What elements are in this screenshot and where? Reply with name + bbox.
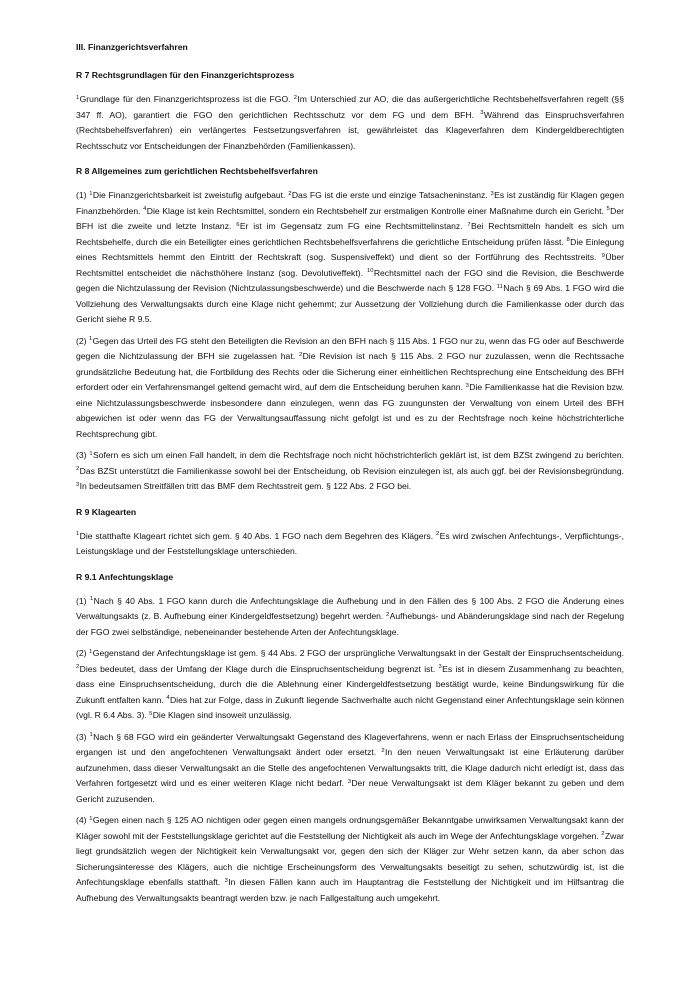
sentence-text: Nach § 69 Abs. 1 FGO wird die Vollziehung des Verwaltungsakts durch eine Klage nicht gehemmt; zur Aussetzung der Vollziehung durch die Familienkasse oder durch das Gericht siehe R 9.5.	[76, 283, 624, 324]
section-heading: R 9 Klagearten	[76, 506, 137, 517]
paragraph-number: (4)	[76, 815, 90, 825]
paragraph	[76, 594, 624, 641]
section-heading: R 7 Rechtsgrundlagen für den Finanzgerichtsprozess	[76, 70, 295, 80]
paragraph	[76, 730, 624, 808]
sentence-number: 2	[76, 664, 80, 670]
section-heading: R 8 Allgemeines zum gerichtlichen Rechtsbehelfsverfahren	[76, 166, 318, 176]
paragraph	[76, 92, 624, 154]
sentence-text: Bei Rechtsmitteln handelt es sich um Rechtsbehelfe, durch die ein Beteiligter eines gerichtlichen Rechtsbehelfsverfahrens die gerichtliche Entscheidung prüfen lässt.	[76, 221, 624, 247]
paragraph-number: (1)	[76, 595, 90, 606]
sentence-text: Die Revision ist nach § 115 Abs. 2 FGO nur zuzulassen, wenn die Rechtssache grundsätzliche Bedeutung hat, die Fortbildung des Rechts oder die Sicherung einer einheitlichen Rechtsprechung eine Entscheidung des BFH erfordert oder ein Verfahrensmangel geltend gemacht wird, auf dem die Entscheidung beruhen kann.	[76, 351, 624, 392]
sentence-text: Über Rechtsmittel entscheidet die nächsthöhere Instanz (sog. Devolutiveffekt).	[76, 252, 624, 278]
sentence-text: Rechtsmittel nach der FGO sind die Revision, die Beschwerde gegen die Nichtzulassung der Revision (Nichtzulassungsbeschwerde) und die Beschwerde nach § 128 FGO.	[76, 267, 625, 293]
sentence-text: Nach § 40 Abs. 1 FGO kann durch die Anfechtungsklage die Aufhebung und in den Fällen des § 100 Abs. 2 FGO die Änderung eines Verwaltungsakts (z. B. Aufhebung einer Kindergeldfestsetzung) begehrt werden.	[76, 595, 624, 621]
sections-container	[76, 68, 624, 906]
sentence-number: 2	[386, 611, 390, 618]
sentence-text: Gegen das Urteil des FG steht den Beteiligten die Revision an den BFH nach § 115 Abs. 1 FGO nur zu, wenn das FG oder auf Beschwerde gegen die Nichtzulassung der BFH sie zugelassen hat.	[76, 335, 624, 361]
sentence-number: 5	[606, 206, 610, 212]
sentence-text: In bedeutsamen Streitfällen tritt das BMF dem Rechtsstreit gem. § 122 Abs. 2 FGO bei.	[79, 481, 412, 491]
paragraph	[76, 334, 624, 443]
sentence	[76, 466, 624, 476]
sentence	[236, 221, 467, 231]
sentence-text: Gegen einen nach § 125 AO nichtigen oder gegen einen mangels ordnungsgemäßer Bekanntgabe unwirksamen Verwaltungsakt kann der Kläger sowohl mit der Feststellungsklage gerichtet auf die Feststellung der Nichtigkeit als auch im Wege der Anfechtungsklage vorgehen.	[76, 815, 624, 841]
paragraph	[76, 813, 624, 906]
sentence	[89, 190, 288, 200]
sentence-text: Das FG ist die erste und einzige Tatsacheninstanz.	[291, 190, 491, 200]
sentence	[89, 450, 624, 460]
sentence-text: Die Klagen sind insoweit unzulässig.	[152, 710, 292, 720]
sentence	[76, 664, 439, 674]
sentence-text: Der neue Verwaltungsakt ist dem Kläger bekannt zu geben und dem Gericht zuzusenden.	[76, 778, 624, 804]
sentence-text: Er ist im Gegensatz zum FG eine Rechtsmittelinstanz.	[239, 221, 468, 231]
sentence	[143, 206, 606, 216]
sentence-number: 1	[76, 531, 80, 537]
sentence-text: Das BZSt unterstützt die Familienkasse sowohl bei der Entscheidung, ob Revision einzulegen ist, als auch ggf. bei der Revisionsbegründung.	[79, 465, 624, 476]
paragraph	[76, 646, 624, 724]
document-page	[76, 40, 624, 912]
sentence-number: 1	[89, 596, 94, 602]
sentence-number: 10	[366, 268, 374, 274]
sentence-number: 7	[467, 221, 471, 228]
sentence-number: 1	[89, 732, 93, 738]
paragraph-number: (3)	[76, 731, 90, 742]
sentence	[89, 648, 624, 658]
paragraph-number: (1)	[76, 190, 90, 200]
sentence-number: 1	[89, 450, 93, 457]
sentence-number: 9	[601, 252, 605, 259]
sentence-number: 2	[298, 351, 303, 358]
sentence	[76, 481, 411, 491]
sentence-text: Aufhebungs- und Abänderungsklage sind nach der Regelung der FGO zwei selbständige, nebeneinander bestehende Arten der Anfechtungsklage.	[76, 611, 624, 637]
sentence-number: 1	[89, 648, 93, 655]
sentence-number: 1	[89, 815, 93, 822]
sentence-number: 1	[76, 94, 80, 101]
sentence-number: 11	[496, 283, 503, 290]
sentence	[76, 815, 624, 841]
sentence-text: Die Klage ist kein Rechtsmittel, sondern ein Rechtsbehelf zur erstmaligen Kontrolle einer Maßnahme durch ein Gericht.	[146, 205, 607, 216]
paragraph	[76, 529, 624, 560]
sentence-number: 3	[224, 877, 228, 884]
sentence-number: 2	[601, 831, 605, 837]
sentence-number: 4	[166, 695, 170, 701]
sentence-text: Die Finanzgerichtsbarkeit ist zweistufig aufgebaut.	[92, 190, 289, 200]
sentence-number: 8	[566, 237, 570, 243]
sentence-number: 2	[293, 94, 297, 101]
sentence-text: Im Unterschied zur AO, die das außergerichtliche Rechtsbehelfsverfahren regelt (§§ 347 ff. AO), garantiert die FGO den gerichtlichen Rechtsschutz vor dem FG und dem BFH.	[76, 94, 624, 120]
sentence-text: Gegenstand der Anfechtungsklage ist gem. § 44 Abs. 2 FGO der ursprüngliche Verwaltungsakt in der Gestalt der Einspruchsentscheidung.	[92, 648, 625, 658]
sentence-number: 4	[143, 206, 147, 212]
paragraph	[76, 448, 624, 495]
sentence-text: Dies hat zur Folge, dass in Zukunft liegende Sachverhalte auch nicht Gegenstand einer Anfechtungsklage sein können (vgl. R 6.4 Abs. 3).	[76, 694, 624, 720]
sentence-text: Zwar liegt grundsätzlich wegen der Nichtigkeit kein Verwaltungsakt vor, gegen den sich der Kläger zur Wehr setzen kann, da aber schon das Sicherungsinteresse des Klägers, auch die nichtige Erscheinungsform des Verwaltungsakts beseitigt zu sehen, schutzwürdig ist, ist die Anfechtungsklage ebenfalls statthaft.	[76, 830, 624, 887]
sentence	[76, 531, 436, 541]
paragraph-number: (3)	[76, 450, 90, 460]
section-heading: R 9.1 Anfechtungsklage	[76, 571, 174, 582]
sentence-number: 3	[480, 110, 484, 116]
paragraph-number: (2)	[76, 335, 89, 346]
sentence-text: Die Familienkasse hat die Revision bzw. eine Nichtzulassungsbeschwerde insbesondere dann einzulegen, wenn das FG zuungunsten der Verwaltung von einem Urteil des BFH abgewichen ist oder wenn das FG der Verwaltungsauffassung nicht gefolgt ist und es zu der Rechtsfrage noch keine höchstrichterliche Rechtsprechung gibt.	[76, 382, 624, 439]
sentence-number: 3	[438, 664, 442, 670]
sentence-number: 2	[436, 531, 440, 537]
sentence-text: Dies bedeutet, dass der Umfang der Klage durch die Einspruchsentscheidung begrenzt ist.	[79, 663, 439, 674]
sentence-text: Sofern es sich um einen Fall handelt, in dem die Rechtsfrage noch nicht höchstrichterlich geklärt ist, ist dem BZSt zwingend zu berichten.	[92, 450, 624, 460]
sentence-number: 1	[89, 190, 93, 197]
sentence-text: Während das Einspruchsverfahren (Rechtsbehelfsverfahren) ein verlängertes Festsetzungsverfahren ist, gewährleistet das Klageverfahren dem Kindergeldberechtigten Rechtsschutz vor Entscheidungen der Finanzbehörden (Familienkassen).	[76, 109, 624, 151]
sentence-number: 2	[381, 747, 385, 754]
sentence	[76, 94, 294, 104]
sentence-text: Die Einlegung eines Rechtsmittels hemmt den Eintritt der Rechtskraft (sog. Suspensiveffekt) und dient so der Fortführung des Rechtsstreits.	[76, 236, 624, 262]
sentence-text: In den neuen Verwaltungsakt ist eine Erläuterung darüber aufzunehmen, dass dieser Verwaltungsakt an die Stelle des angefochtenen Verwaltungsakts tritt, die Klage dadurch nicht erledigt ist, dass das Verfahren fortgesetzt wird und es einer weiteren Klage nicht bedarf.	[76, 747, 624, 788]
paragraph-number: (2)	[76, 648, 90, 658]
sentence-text: In diesen Fällen kann auch im Hauptantrag die Feststellung der Nichtigkeit und im Hilfsantrag die Aufhebung des Verwaltungsakts beantragt werden bzw. je nach Fallgestaltung auch umgekehrt.	[76, 877, 624, 903]
sentence-text: Nach § 68 FGO wird ein geänderter Verwaltungsakt Gegenstand des Klageverfahrens, wenn er nach Erlass der Einspruchsentscheidung ergangen ist und den angefochtenen Verwaltungsakt ändert oder ersetzt.	[76, 731, 625, 757]
sentence-number: 2	[288, 190, 292, 197]
sentence-number: 3	[76, 481, 80, 488]
sentence-text: Der BFH ist die zweite und letzte Instanz.	[76, 205, 624, 231]
paragraph	[76, 188, 624, 328]
sentence-text: Grundlage für den Finanzgerichtsprozess ist die FGO.	[79, 94, 294, 104]
sentence-number: 2	[76, 466, 80, 472]
sentence-text: Es ist zuständig für Klagen gegen Finanzbehörden.	[76, 190, 624, 216]
sentence-number: 5	[149, 710, 153, 717]
sentence-number: 3	[465, 382, 469, 389]
sentence	[288, 190, 490, 200]
chapter-title: III. Finanzgerichtsverfahren	[76, 42, 188, 52]
sentence	[149, 710, 292, 720]
sentence-number: 1	[88, 336, 93, 342]
sentence-number: 3	[490, 190, 494, 197]
sentence-number: 6	[236, 221, 240, 228]
sentence-number: 3	[347, 778, 351, 785]
sentence-text: Es wird zwischen Anfechtungs-, Verpflichtungs-, Leistungsklage und der Feststellungsklage unterschieden.	[76, 530, 625, 556]
sentence-text: Es ist in diesem Zusammenhang zu beachten, dass eine Einspruchsentscheidung, durch die die Ablehnung einer Kindergeldfestsetzung bestätigt wurde, keine Bindungswirkung für die Zukunft entfalten kann.	[76, 663, 625, 705]
sentence-text: Die statthafte Klageart richtet sich gem. § 40 Abs. 1 FGO nach dem Begehren des Klägers.	[79, 530, 436, 541]
